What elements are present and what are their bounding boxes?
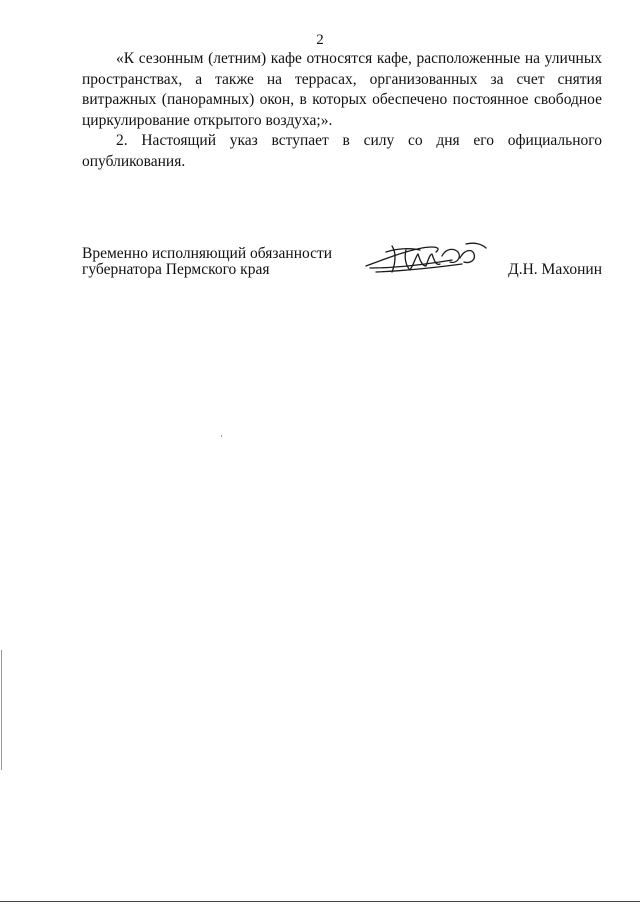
page-number: 2 (316, 32, 324, 48)
signature-block (82, 246, 602, 286)
paragraph-cafe-definition: «К сезонным (летним) кафе относятся кафе, расположенные на уличных пространствах, а также на террасах, организованных за счет снятия витражных (панорамных) окон, в которых обеспечено постоянное свободное циркулирование открытого воздуха;». (82, 50, 602, 129)
paragraph-entry-into-force: 2. Настоящий указ вступает в силу со дня его официального опубликования. (82, 132, 602, 170)
signer-title-line-1: Временно исполняющий обязанности (82, 245, 333, 262)
scan-artifact-left-edge (1, 650, 2, 770)
scan-artifact-bottom-line (0, 901, 640, 902)
signer-name: Д.Н. Махонин (508, 261, 602, 278)
signer-title (82, 246, 332, 278)
scan-artifact-dot (221, 435, 222, 437)
signer-title-line-2: губернатора Пермского края (82, 261, 270, 278)
handwritten-signature (362, 238, 492, 280)
document-body (82, 49, 602, 172)
